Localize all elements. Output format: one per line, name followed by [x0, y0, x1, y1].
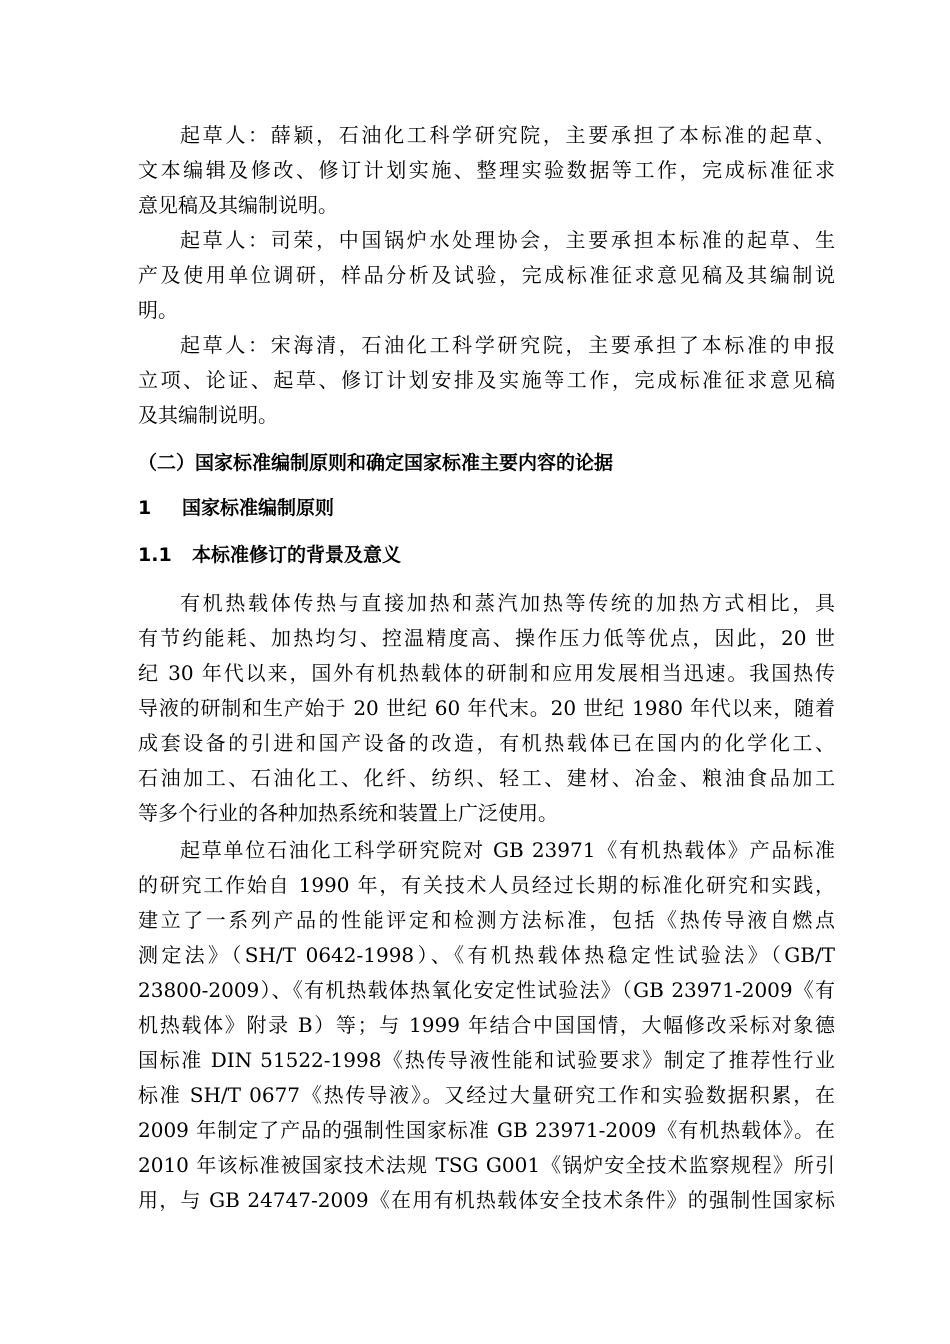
paragraph-line: 的研究工作始自 1990 年，有关技术人员经过长期的标准化研究和实践，	[138, 873, 835, 897]
paragraph-line: 导液的研制和生产始于 20 世纪 60 年代末。20 世纪 1980 年代以来，随着	[138, 696, 835, 720]
paragraph-line: 起草人：薛颖，石油化工科学研究院，主要承担了本标准的起草、	[180, 123, 835, 147]
paragraph-line: 有节约能耗、加热均匀、控温精度高、操作压力低等优点，因此，20 世	[138, 626, 835, 650]
paragraph-line: 产及使用单位调研，样品分析及试验，完成标准征求意见稿及其编制说	[138, 263, 835, 287]
paragraph-line: 有机热载体传热与直接加热和蒸汽加热等传统的加热方式相比，具	[180, 591, 835, 615]
paragraph-line: 23800-2009）、《有机热载体热氧化安定性试验法》（GB 23971-2009《有	[138, 978, 835, 1002]
paragraph-line: 起草人：司荣，中国锅炉水处理协会，主要承担本标准的起草、生	[180, 228, 835, 252]
paragraph-line: 意见稿及其编制说明。	[138, 193, 338, 217]
paragraph-line: 石油加工、石油化工、化纤、纺织、轻工、建材、冶金、粮油食品加工	[138, 766, 835, 790]
heading-number: 1.1	[138, 544, 172, 566]
paragraph-line: 机热载体》附录 B）等；与 1999 年结合中国国情，大幅修改采标对象德	[138, 1013, 835, 1037]
paragraph-line: 文本编辑及修改、修订计划实施、整理实验数据等工作，完成标准征求	[138, 158, 835, 182]
paragraph-line: 2009 年制定了产品的强制性国家标准 GB 23971-2009《有机热载体》。在	[138, 1118, 835, 1142]
heading-text: 国家标准编制原则	[182, 497, 335, 519]
paragraph-line: 等多个行业的各种加热系统和装置上广泛使用。	[138, 801, 558, 825]
paragraph-line: 测定法》（SH/T 0642-1998）、《有机热载体热稳定性试验法》（GB/T	[138, 943, 835, 967]
paragraph-line: 起草人：宋海清，石油化工科学研究院，主要承担了本标准的申报	[180, 333, 835, 357]
paragraph-line: 2010 年该标准被国家技术法规 TSG G001《锅炉安全技术监察规程》所引	[138, 1153, 835, 1177]
section-heading	[138, 542, 401, 568]
paragraph-line: 成套设备的引进和国产设备的改造，有机热载体已在国内的化学化工、	[138, 731, 835, 755]
paragraph-line: 起草单位石油化工科学研究院对 GB 23971《有机热载体》产品标准	[180, 838, 835, 862]
section-heading	[138, 450, 613, 476]
heading-text: （二）国家标准编制原则和确定国家标准主要内容的论据	[138, 452, 614, 474]
paragraph-line: 标准 SH/T 0677《热传导液》。又经过大量研究工作和实验数据积累，在	[138, 1083, 835, 1107]
paragraph-line: 及其编制说明。	[138, 403, 278, 427]
paragraph-line: 纪 30 年代以来，国外有机热载体的研制和应用发展相当迅速。我国热传	[138, 661, 835, 685]
paragraph-line: 明。	[138, 298, 178, 322]
section-heading	[138, 495, 334, 521]
paragraph-line: 立项、论证、起草、修订计划安排及实施等工作，完成标准征求意见稿	[138, 368, 835, 392]
paragraph-line: 建立了一系列产品的性能评定和检测方法标准，包括《热传导液自燃点	[138, 908, 835, 932]
heading-number: 1	[138, 497, 152, 519]
paragraph-line: 用，与 GB 24747-2009《在用有机热载体安全技术条件》的强制性国家标	[138, 1188, 835, 1212]
heading-text: 本标准修订的背景及意义	[192, 544, 402, 566]
paragraph-line: 国标准 DIN 51522-1998《热传导液性能和试验要求》制定了推荐性行业	[138, 1048, 835, 1072]
